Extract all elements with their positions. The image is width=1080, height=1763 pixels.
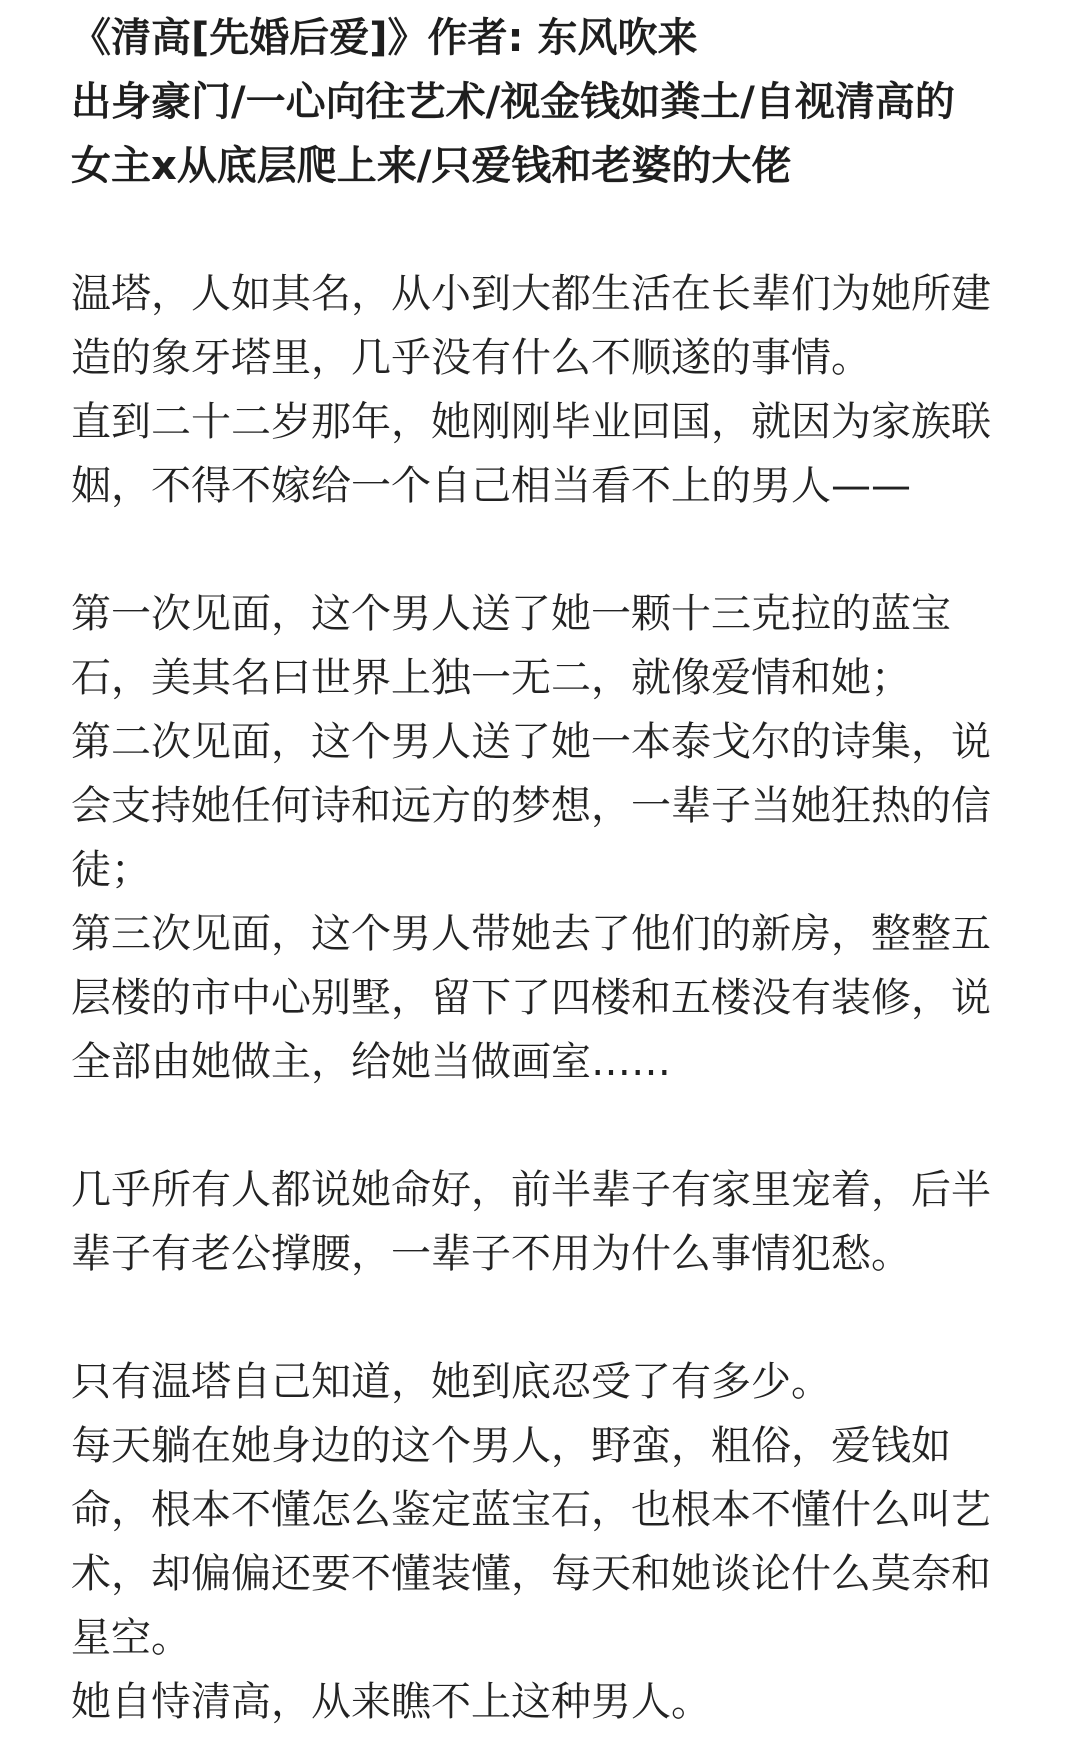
text-line: 造的象牙塔里，几乎没有什么不顺遂的事情。 [71, 335, 871, 381]
text-line: 会支持她任何诗和远方的梦想，一辈子当她狂热的信 [71, 783, 991, 829]
paragraph-spacer [71, 1286, 1011, 1350]
text-line: 全部由她做主，给她当做画室…… [71, 1039, 671, 1085]
text-line: 姻，不得不嫁给一个自己相当看不上的男人—— [71, 463, 911, 509]
text-line: 只有温塔自己知道，她到底忍受了有多少。 [71, 1359, 831, 1405]
text-line: 第一次见面，这个男人送了她一颗十三克拉的蓝宝 [71, 591, 951, 637]
text-line: 直到二十二岁那年，她刚刚毕业回国，就因为家族联 [71, 399, 991, 445]
text-line: 术，却偏偏还要不懂装懂，每天和她谈论什么莫奈和 [71, 1551, 991, 1597]
text-line: 第三次见面，这个男人带她去了他们的新房，整整五 [71, 911, 991, 957]
text-line: 辈子有老公撑腰，一辈子不用为什么事情犯愁。 [71, 1231, 911, 1277]
synopsis-text [71, 6, 1011, 1734]
text-line: 石，美其名曰世界上独一无二，就像爱情和她； [71, 655, 911, 701]
text-line: 每天躺在她身边的这个男人，野蛮，粗俗，爱钱如 [71, 1423, 951, 1469]
text-line: 命，根本不懂怎么鉴定蓝宝石，也根本不懂什么叫艺 [71, 1487, 991, 1533]
paragraph-spacer [71, 198, 1011, 262]
tagline-line: 女主x从底层爬上来/只爱钱和老婆的大佬 [71, 143, 792, 189]
text-line: 星空。 [71, 1615, 191, 1661]
text-line: 徒； [71, 847, 151, 893]
text-line: 层楼的市中心别墅，留下了四楼和五楼没有装修，说 [71, 975, 991, 1021]
text-line: 她自恃清高，从来瞧不上这种男人。 [71, 1679, 711, 1725]
book-title-line: 《清高[先婚后爱]》作者: 东风吹来 [71, 15, 698, 61]
paragraph-spacer [71, 1094, 1011, 1158]
text-line: 温塔，人如其名，从小到大都生活在长辈们为她所建 [71, 271, 991, 317]
text-line: 第二次见面，这个男人送了她一本泰戈尔的诗集，说 [71, 719, 991, 765]
tagline-line: 出身豪门/一心向往艺术/视金钱如粪土/自视清高的 [71, 79, 955, 125]
text-line: 几乎所有人都说她命好，前半辈子有家里宠着，后半 [71, 1167, 991, 1213]
paragraph-spacer [71, 518, 1011, 582]
